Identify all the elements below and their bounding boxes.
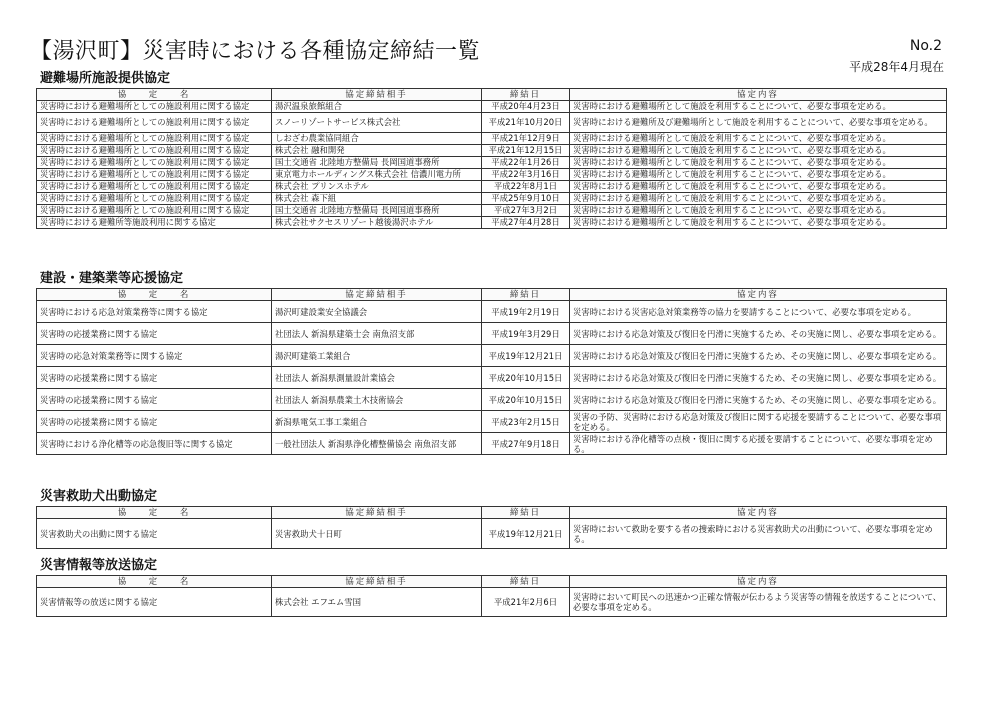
table-row xyxy=(37,101,947,113)
agreement-date: 平成21年12月9日 xyxy=(482,133,570,145)
section-title: 災害情報等放送協定 xyxy=(40,558,158,573)
table-header-row xyxy=(37,507,947,519)
agreement-date: 平成20年10月15日 xyxy=(482,367,570,389)
table-row xyxy=(37,217,947,229)
agreement-content: 災害時における避難場所として施設を利用することについて、必要な事項を定める。 xyxy=(570,193,947,205)
agreement-name: 災害時における避難場所としての施設利用に関する協定 xyxy=(37,157,272,169)
agreement-date: 平成22年1月26日 xyxy=(482,157,570,169)
section-disaster-broadcast xyxy=(36,558,946,617)
document-number: No.2 xyxy=(909,38,942,54)
section-title: 建設・建築業等応援協定 xyxy=(40,271,184,286)
agreement-name: 災害時における避難場所としての施設利用に関する協定 xyxy=(37,133,272,145)
agreements-table xyxy=(36,88,947,229)
agreement-name: 災害救助犬の出動に関する協定 xyxy=(37,519,272,549)
agreement-partner: 湯沢町建設業安全協議会 xyxy=(272,301,482,323)
agreement-content: 災害時における避難場所として施設を利用することについて、必要な事項を定める。 xyxy=(570,181,947,193)
agreement-partner: 災害救助犬十日町 xyxy=(272,519,482,549)
agreement-partner: 新潟県電気工事工業組合 xyxy=(272,411,482,433)
agreement-date: 平成21年10月20日 xyxy=(482,113,570,133)
table-row xyxy=(37,433,947,455)
agreement-partner: 株式会社 森下組 xyxy=(272,193,482,205)
agreement-partner: 国土交通省 北陸地方整備局 長岡国道事務所 xyxy=(272,205,482,217)
column-header-partner: 協定締結相手 xyxy=(272,89,482,101)
agreement-partner: 一般社団法人 新潟県浄化槽整備協会 南魚沼支部 xyxy=(272,433,482,455)
agreement-partner: 株式会社 プリンスホテル xyxy=(272,181,482,193)
agreement-name: 災害情報等の放送に関する協定 xyxy=(37,588,272,617)
agreement-content: 災害時における避難場所として施設を利用することについて、必要な事項を定める。 xyxy=(570,101,947,113)
agreement-content: 災害時における応急対策及び復旧を円滑に実施するため、その実施に関し、必要な事項を定める。 xyxy=(570,345,947,367)
table-row xyxy=(37,389,947,411)
column-header-partner: 協定締結相手 xyxy=(272,507,482,519)
agreement-date: 平成23年2月15日 xyxy=(482,411,570,433)
agreement-date: 平成19年3月29日 xyxy=(482,323,570,345)
agreement-content: 災害時における応急対策及び復旧を円滑に実施するため、その実施に関し、必要な事項を定める。 xyxy=(570,367,947,389)
agreement-name: 災害時における避難場所としての施設利用に関する協定 xyxy=(37,181,272,193)
table-row xyxy=(37,169,947,181)
agreement-date: 平成22年3月16日 xyxy=(482,169,570,181)
agreement-content: 災害時における避難場所として施設を利用することについて、必要な事項を定める。 xyxy=(570,205,947,217)
table-row xyxy=(37,133,947,145)
agreement-name: 災害時の応援業務に関する協定 xyxy=(37,389,272,411)
agreement-partner: スノーリゾートサービス株式会社 xyxy=(272,113,482,133)
table-row xyxy=(37,323,947,345)
agreement-partner: しおざわ農業協同組合 xyxy=(272,133,482,145)
section-title: 避難場所施設提供協定 xyxy=(40,71,171,86)
agreement-name: 災害時の応援業務に関する協定 xyxy=(37,323,272,345)
table-row xyxy=(37,193,947,205)
agreement-content: 災害時において救助を要する者の捜索時における災害救助犬の出動について、必要な事項を定める。 xyxy=(570,519,947,549)
column-header-content: 協定内容 xyxy=(570,507,947,519)
column-header-date: 締結日 xyxy=(482,507,570,519)
table-header-row xyxy=(37,576,947,588)
agreement-content: 災害時における応急対策及び復旧を円滑に実施するため、その実施に関し、必要な事項を定める。 xyxy=(570,389,947,411)
agreement-partner: 国土交通省 北陸地方整備局 長岡国道事務所 xyxy=(272,157,482,169)
column-header-name: 協 定 名 xyxy=(37,507,272,519)
column-header-name: 協 定 名 xyxy=(37,89,272,101)
agreement-date: 平成21年12月15日 xyxy=(482,145,570,157)
agreement-content: 災害時における避難場所として施設を利用することについて、必要な事項を定める。 xyxy=(570,145,947,157)
agreement-content: 災害時における避難場所として施設を利用することについて、必要な事項を定める。 xyxy=(570,169,947,181)
agreement-content: 災害時における避難場所として施設を利用することについて、必要な事項を定める。 xyxy=(570,217,947,229)
table-row xyxy=(37,345,947,367)
column-header-partner: 協定締結相手 xyxy=(272,576,482,588)
column-header-date: 締結日 xyxy=(482,576,570,588)
agreement-content: 災害時における災害応急対策業務等の協力を要請することについて、必要な事項を定める。 xyxy=(570,301,947,323)
agreement-partner: 株式会社 融和開発 xyxy=(272,145,482,157)
agreement-name: 災害時における浄化槽等の応急復旧等に関する協定 xyxy=(37,433,272,455)
agreement-date: 平成19年2月19日 xyxy=(482,301,570,323)
table-row xyxy=(37,181,947,193)
table-row xyxy=(37,411,947,433)
table-header-row xyxy=(37,89,947,101)
column-header-name: 協 定 名 xyxy=(37,289,272,301)
agreement-name: 災害時の応急対策業務等に関する協定 xyxy=(37,345,272,367)
agreement-name: 災害時における避難場所としての施設利用に関する協定 xyxy=(37,205,272,217)
agreement-date: 平成20年10月15日 xyxy=(482,389,570,411)
table-header-row xyxy=(37,289,947,301)
agreement-content: 災害時において町民への迅速かつ正確な情報が伝わるよう災害等の情報を放送することについて、必要な事項を定める。 xyxy=(570,588,947,617)
table-row xyxy=(37,205,947,217)
agreement-name: 災害時における避難場所としての施設利用に関する協定 xyxy=(37,193,272,205)
agreements-table xyxy=(36,506,947,549)
agreement-date: 平成27年3月2日 xyxy=(482,205,570,217)
agreement-partner: 社団法人 新潟県測量設計業協会 xyxy=(272,367,482,389)
agreement-name: 災害時における避難場所としての施設利用に関する協定 xyxy=(37,169,272,181)
as-of-date: 平成28年4月現在 xyxy=(849,60,944,74)
agreement-date: 平成19年12月21日 xyxy=(482,519,570,549)
agreement-content: 災害時における避難場所として施設を利用することについて、必要な事項を定める。 xyxy=(570,157,947,169)
agreement-partner: 株式会社 エフエム雪国 xyxy=(272,588,482,617)
agreements-table xyxy=(36,575,947,617)
agreement-partner: 社団法人 新潟県農業土木技術協会 xyxy=(272,389,482,411)
agreement-name: 災害時における避難場所としての施設利用に関する協定 xyxy=(37,101,272,113)
agreement-date: 平成19年12月21日 xyxy=(482,345,570,367)
table-row xyxy=(37,588,947,617)
agreement-partner: 東京電力ホールディングス株式会社 信濃川電力所 xyxy=(272,169,482,181)
section-construction-support xyxy=(36,271,946,455)
agreement-partner: 湯沢温泉旅館組合 xyxy=(272,101,482,113)
agreement-name: 災害時における応急対策業務等に関する協定 xyxy=(37,301,272,323)
agreement-name: 災害時における避難場所としての施設利用に関する協定 xyxy=(37,145,272,157)
column-header-partner: 協定締結相手 xyxy=(272,289,482,301)
table-row xyxy=(37,145,947,157)
agreement-date: 平成25年9月10日 xyxy=(482,193,570,205)
table-row xyxy=(37,301,947,323)
table-row xyxy=(37,113,947,133)
section-title: 災害救助犬出動協定 xyxy=(40,489,158,504)
document-title: 【湯沢町】災害時における各種協定締結一覧 xyxy=(30,39,481,64)
agreement-content: 災害の予防、災害時における応急対策及び復旧に関する応援を要請することについて、必要な事項を定める。 xyxy=(570,411,947,433)
agreement-partner: 社団法人 新潟県建築士会 南魚沼支部 xyxy=(272,323,482,345)
agreement-date: 平成27年9月18日 xyxy=(482,433,570,455)
agreement-partner: 株式会社サクセスリゾート越後湯沢ホテル xyxy=(272,217,482,229)
agreement-content: 災害時における浄化槽等の点検・復旧に関する応援を要請することについて、必要な事項を定める。 xyxy=(570,433,947,455)
agreement-content: 災害時における応急対策及び復旧を円滑に実施するため、その実施に関し、必要な事項を定める。 xyxy=(570,323,947,345)
column-header-content: 協定内容 xyxy=(570,89,947,101)
column-header-date: 締結日 xyxy=(482,89,570,101)
column-header-name: 協 定 名 xyxy=(37,576,272,588)
column-header-content: 協定内容 xyxy=(570,289,947,301)
agreement-date: 平成21年2月6日 xyxy=(482,588,570,617)
agreement-name: 災害時における避難所等施設利用に関する協定 xyxy=(37,217,272,229)
agreement-date: 平成22年8月1日 xyxy=(482,181,570,193)
agreement-date: 平成27年4月28日 xyxy=(482,217,570,229)
agreement-name: 災害時の応援業務に関する協定 xyxy=(37,411,272,433)
table-row xyxy=(37,367,947,389)
table-row xyxy=(37,519,947,549)
agreement-content: 災害時における避難場所として施設を利用することについて、必要な事項を定める。 xyxy=(570,133,947,145)
column-header-content: 協定内容 xyxy=(570,576,947,588)
agreements-table xyxy=(36,288,947,455)
agreement-content: 災害時における避難所及び避難場所として施設を利用することについて、必要な事項を定める。 xyxy=(570,113,947,133)
section-evacuation-facilities xyxy=(36,71,946,229)
agreement-name: 災害時における避難場所としての施設利用に関する協定 xyxy=(37,113,272,133)
agreement-date: 平成20年4月23日 xyxy=(482,101,570,113)
agreement-partner: 湯沢町建築工業組合 xyxy=(272,345,482,367)
table-row xyxy=(37,157,947,169)
column-header-date: 締結日 xyxy=(482,289,570,301)
section-rescue-dog xyxy=(36,489,946,549)
agreement-name: 災害時の応援業務に関する協定 xyxy=(37,367,272,389)
